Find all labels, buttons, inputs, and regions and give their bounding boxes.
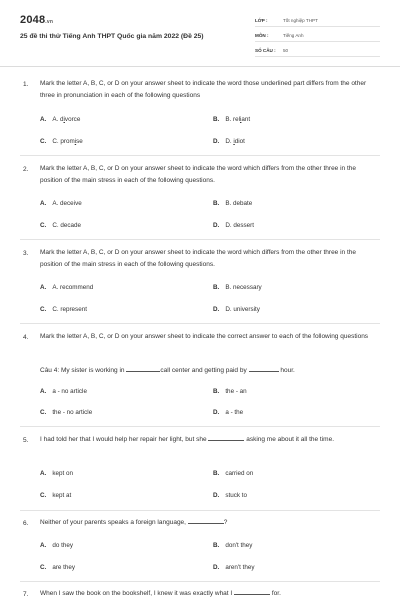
- question-number: 6.: [23, 520, 29, 527]
- option-letter: B.: [213, 284, 220, 291]
- option-c[interactable]: C. C. promise: [40, 138, 83, 145]
- question-number: 2.: [23, 166, 29, 173]
- question-number: 3.: [23, 250, 29, 257]
- option-letter: B.: [213, 542, 220, 549]
- option-a[interactable]: A. A. recommend: [40, 284, 94, 291]
- question-divider: [20, 510, 380, 511]
- option-letter: A.: [40, 542, 47, 549]
- option-letter: C.: [40, 306, 47, 313]
- option-c[interactable]: C. are they: [40, 564, 76, 571]
- option-letter: D.: [213, 138, 220, 145]
- exam-title: 25 đề thi thử Tiếng Anh THPT Quốc gia năm 2022 (Đề 25): [20, 33, 204, 40]
- meta-count-key: SỐ CÂU :: [255, 48, 276, 53]
- option-letter: C.: [40, 222, 47, 229]
- question-number: 7.: [23, 591, 29, 598]
- meta-class-value: Tốt nghiệp THPT: [283, 18, 318, 23]
- question-text: Mark the letter A, B, C, or D on your answer sheet to indicate the word those underlined part differs from the other three in pronunciation in each of the following questions: [40, 80, 367, 99]
- option-c[interactable]: C. C. represent: [40, 306, 87, 313]
- option-letter: C.: [40, 492, 47, 499]
- question-text: Mark the letter A, B, C, or D on your answer sheet to indicate the correct answer to each of the following questions: [40, 333, 369, 340]
- option-letter: A.: [40, 284, 47, 291]
- option-letter: C.: [40, 409, 47, 416]
- option-d[interactable]: D. a - the: [213, 409, 244, 416]
- question-number: 4.: [23, 334, 29, 341]
- question-number: 1.: [23, 81, 29, 88]
- option-letter: A.: [40, 470, 47, 477]
- option-letter: A.: [40, 200, 47, 207]
- option-b[interactable]: B. B. necessary: [213, 284, 262, 291]
- option-letter: D.: [213, 492, 220, 499]
- meta-subject-key: MÔN :: [255, 33, 269, 38]
- option-a[interactable]: A. A. divorce: [40, 116, 81, 123]
- meta-subject-row: [255, 30, 380, 42]
- option-c[interactable]: C. the - no article: [40, 409, 93, 416]
- option-b[interactable]: B. carried on: [213, 470, 254, 477]
- option-letter: B.: [213, 470, 220, 477]
- option-d[interactable]: D. D. idiot: [213, 138, 245, 145]
- option-a[interactable]: A. A. deceive: [40, 200, 82, 207]
- meta-class-row: [255, 15, 380, 27]
- option-letter: C.: [40, 564, 47, 571]
- question-divider: [20, 239, 380, 240]
- question-text: Mark the letter A, B, C, or D on your answer sheet to indicate the word which differs from the other three in the position of the main stress in each of the following questions.: [40, 249, 357, 268]
- option-c[interactable]: C. kept at: [40, 492, 72, 499]
- option-letter: B.: [213, 388, 220, 395]
- option-letter: D.: [213, 306, 220, 313]
- option-letter: D.: [213, 222, 220, 229]
- exam-meta: [255, 15, 380, 60]
- option-b[interactable]: B. B. debate: [213, 200, 253, 207]
- option-b[interactable]: B. the - an: [213, 388, 247, 395]
- question-text: Mark the letter A, B, C, or D on your answer sheet to indicate the word which differs from the other three in the position of the main stress in each of the following questions.: [40, 165, 357, 184]
- option-b[interactable]: B. don't they: [213, 542, 253, 549]
- meta-count-value: 50: [283, 48, 289, 53]
- question-divider: [20, 426, 380, 427]
- answer-blank: [208, 435, 244, 441]
- question-divider: [20, 155, 380, 156]
- option-letter: D.: [213, 409, 220, 416]
- option-d[interactable]: D. stuck to: [213, 492, 248, 499]
- question-text: When I saw the book on the bookshelf, I knew it was exactly what I for.: [40, 590, 281, 597]
- option-letter: B.: [213, 116, 220, 123]
- option-letter: D.: [213, 564, 220, 571]
- question-number: 5.: [23, 437, 29, 444]
- meta-subject-value: Tiếng Anh: [283, 33, 304, 38]
- answer-blank: [234, 589, 270, 595]
- option-a[interactable]: A. do they: [40, 542, 73, 549]
- question-divider: [20, 581, 380, 582]
- option-a[interactable]: A. kept on: [40, 470, 73, 477]
- question-text: Neither of your parents speaks a foreign language, ?: [40, 519, 228, 526]
- header-divider: [0, 66, 400, 67]
- question-sentence: Câu 4: My sister is working in call center and getting paid by hour.: [40, 367, 295, 374]
- option-d[interactable]: D. D. dessert: [213, 222, 255, 229]
- page-header: [0, 0, 400, 66]
- option-letter: A.: [40, 116, 47, 123]
- option-letter: A.: [40, 388, 47, 395]
- meta-count-row: [255, 45, 380, 57]
- site-logo[interactable]: 2048.vn: [20, 14, 54, 26]
- option-letter: B.: [213, 200, 220, 207]
- answer-blank: [126, 366, 160, 372]
- question-divider: [20, 323, 380, 324]
- option-letter: C.: [40, 138, 47, 145]
- answer-blank: [188, 518, 224, 524]
- option-b[interactable]: B. B. reliant: [213, 116, 251, 123]
- option-a[interactable]: A. a - no article: [40, 388, 87, 395]
- option-d[interactable]: D. D. university: [213, 306, 260, 313]
- option-c[interactable]: C. C. decade: [40, 222, 82, 229]
- option-d[interactable]: D. aren't they: [213, 564, 255, 571]
- meta-class-key: LỚP :: [255, 18, 268, 23]
- question-text: I had told her that I would help her repair her light, but she asking me about it all the time.: [40, 436, 334, 443]
- answer-blank: [249, 366, 279, 372]
